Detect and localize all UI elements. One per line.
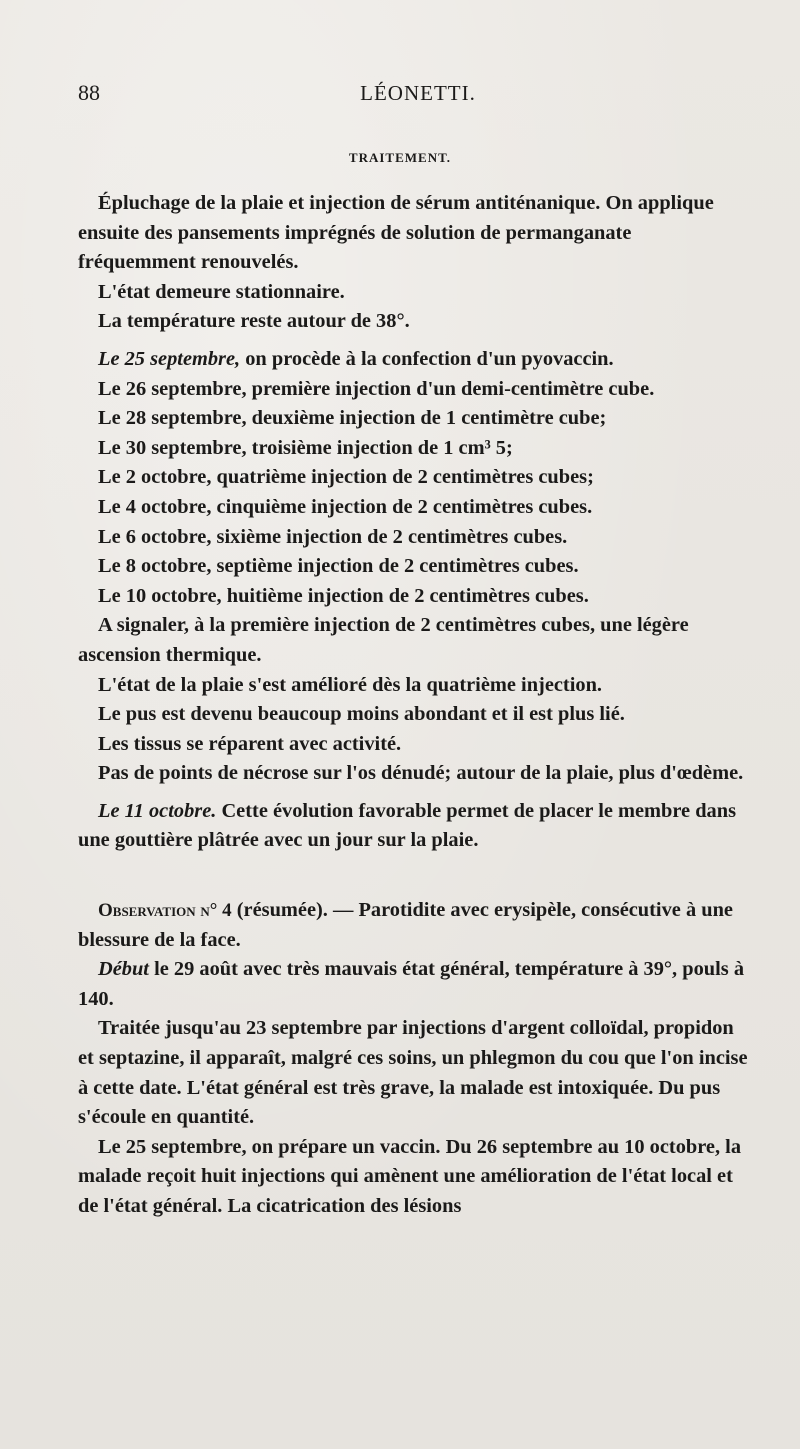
paragraph: Le 25 septembre, on procède à la confection d'un pyovaccin. (98, 347, 614, 370)
paragraph: Pas de points de nécrose sur l'os dénudé; autour de la plaie, plus d'œdème. (98, 762, 744, 785)
paragraph: Le 10 octobre, huitième injection de 2 centimètres cubes. (98, 584, 589, 607)
body-text (78, 189, 754, 1222)
running-head: LÉONETTI. (360, 81, 476, 105)
paragraph: Le 30 septembre, troisième injection de 1 cm³ 5; (98, 436, 513, 459)
paragraph: La température reste autour de 38°. (98, 310, 410, 333)
paragraph: Le 28 septembre, deuxième injection de 1 centimètre cube; (98, 407, 607, 430)
paragraph: Le 4 octobre, cinquième injection de 2 centimètres cubes. (98, 495, 593, 518)
paragraph: Épluchage de la plaie et injection de sérum antiténanique. On applique ensuite des pansements imprégnés de solution de permanganate fréquemment renouvelés. (78, 192, 714, 274)
paragraph: Observation n° 4 (résumée). — Parotidite avec erysipèle, consécutive à une blessure de la face. (78, 899, 733, 951)
paragraph: A signaler, à la première injection de 2 centimètres cubes, une légère ascension thermique. (78, 614, 689, 666)
paragraph: Le 11 octobre. Cette évolution favorable permet de placer le membre dans une gouttière plâtrée avec un jour sur la plaie. (78, 799, 737, 852)
section-heading: TRAITEMENT. (348, 150, 452, 165)
page-number: 88 (78, 80, 100, 105)
paragraph: Traitée jusqu'au 23 septembre par injections d'argent colloïdal, propidon et septazine, il apparaît, malgré ces soins, un phlegmon du cou que l'on incise à cette date. L'état général est très grave, la malade est intoxiquée. Du pus s'écoule en quantité. (78, 1017, 748, 1129)
paragraph-lead: Début (98, 958, 149, 981)
paragraph: Le 26 septembre, première injection d'un demi-centimètre cube. (98, 377, 655, 400)
paragraph: Le 25 septembre, on prépare un vaccin. Du 26 septembre au 10 octobre, la malade reçoit huit injections qui amènent une amélioration de l'état local et de l'état général. La cicatrication des lésions (78, 1135, 742, 1217)
paragraph-lead: Le 25 septembre, (98, 347, 241, 370)
paragraph: Le pus est devenu beaucoup moins abondant et il est plus lié. (98, 703, 625, 726)
paragraph: Les tissus se réparent avec activité. (98, 732, 402, 755)
paragraph: Début le 29 août avec très mauvais état général, température à 39°, pouls à 140. (78, 958, 745, 1010)
paragraph-lead: Le 11 octobre. (98, 799, 217, 822)
paragraph: L'état de la plaie s'est amélioré dès la quatrième injection. (98, 673, 603, 696)
observation-heading: Observation n° 4 (98, 900, 232, 922)
paragraph: Le 2 octobre, quatrième injection de 2 centimètres cubes; (98, 466, 594, 489)
paragraph: Le 6 octobre, sixième injection de 2 centimètres cubes. (98, 525, 568, 548)
page-header (78, 78, 758, 108)
paragraph: L'état demeure stationnaire. (98, 280, 345, 303)
paragraph: Le 8 octobre, septième injection de 2 centimètres cubes. (98, 555, 579, 578)
